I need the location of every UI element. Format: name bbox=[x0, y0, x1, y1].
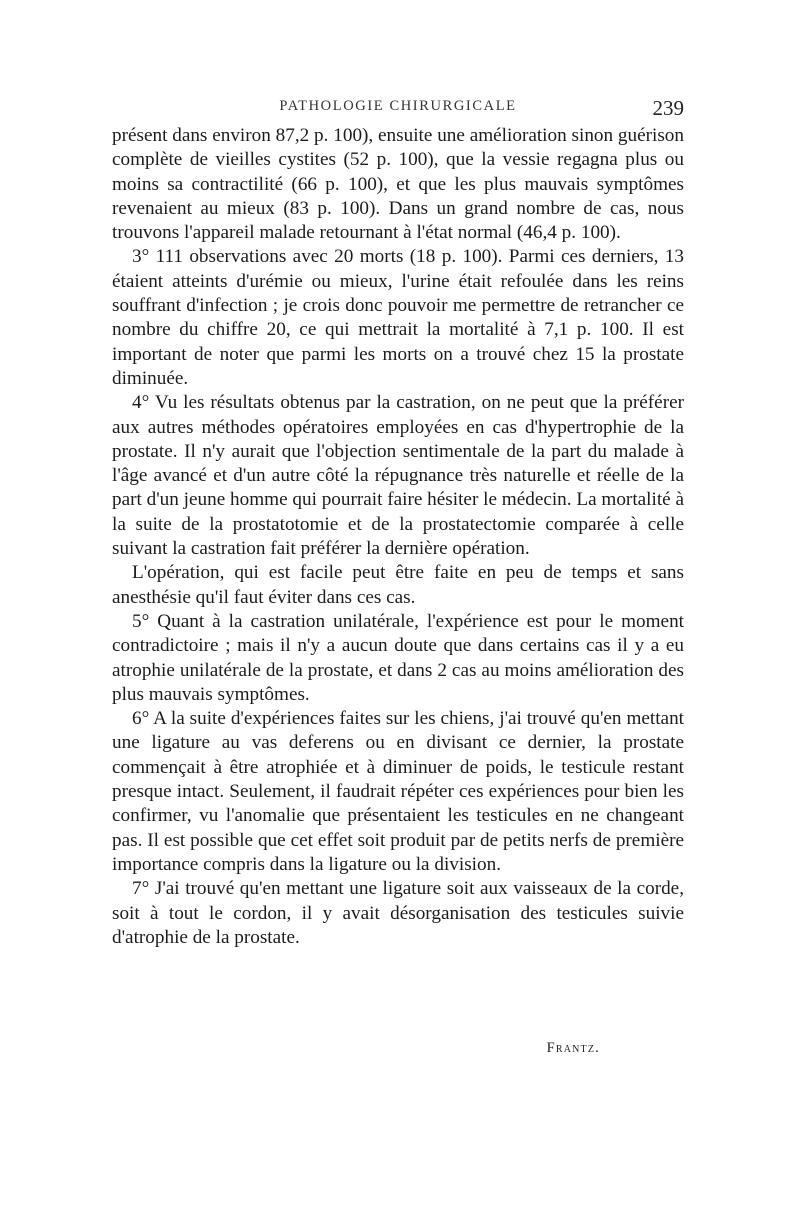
body-text bbox=[112, 124, 684, 950]
running-title: PATHOLOGIE CHIRURGICALE bbox=[279, 98, 517, 114]
paragraph-continuation: présent dans environ 87,2 p. 100), ensuite une amélioration sinon guérison complète de vieilles cystites (52 p. 100), que la vessie regagna plus ou moins sa contractilité (66 p. 100), et que les plus mauvais symptômes revenaient au mieux (83 p. 100). Dans un grand nombre de cas, nous trouvons l'appareil malade retournant à l'état normal (46,4 p. 100). bbox=[112, 125, 684, 244]
paragraph-point-4: 4° Vu les résultats obtenus par la castration, on ne peut que la préférer aux autres méthodes opératoires employées en cas d'hypertrophie de la prostate. Il n'y aurait que l'objection sentimentale de la part du malade à l'âge avancé et d'un autre côté la répugnance très naturelle et réelle de la part d'un jeune homme qui pourrait faire hésiter le médecin. La mortalité à la suite de la prostatotomie et de la prostatectomie comparée à celle suivant la castration fait préférer la dernière opération. bbox=[112, 392, 684, 560]
paragraph-operation-note: L'opération, qui est facile peut être faite en peu de temps et sans anesthésie qu'il faut éviter dans ces cas. bbox=[112, 562, 684, 608]
author-signature: Frantz. bbox=[546, 1040, 600, 1056]
paragraph-point-5: 5° Quant à la castration unilatérale, l'expérience est pour le moment contradictoire ; mais il n'y a aucun doute que dans certains cas il y a eu atrophie unilatérale de la prostate, et dans 2 cas au moins amélioration des plus mauvais symptômes. bbox=[112, 610, 684, 705]
running-head bbox=[112, 96, 684, 120]
paragraph-point-6: 6° A la suite d'expériences faites sur les chiens, j'ai trouvé qu'en mettant une ligature au vas deferens ou en divisant ce dernier, la prostate commençait à être atrophiée et à diminuer de poids, le testicule restant presque intact. Seulement, il faudrait répéter ces expériences pour bien les confirmer, vu l'anomalie que présentaient les testicules en ne changeant pas. Il est possible que cet effet soit produit par de petits nerfs de première importance compris dans la ligature ou la division. bbox=[112, 708, 684, 875]
paragraph-point-7: 7° J'ai trouvé qu'en mettant une ligature soit aux vaisseaux de la corde, soit à tout le cordon, il y avait désorganisation des testicules suivie d'atrophie de la prostate. bbox=[112, 878, 684, 948]
paragraph-point-3: 3° 111 observations avec 20 morts (18 p. 100). Parmi ces derniers, 13 étaient atteints d'urémie ou mieux, l'urine était refoulée dans les reins souffrant d'infection ; je crois donc pouvoir me permettre de retrancher ce nombre du chiffre 20, ce qui mettrait la mortalité à 7,1 p. 100. Il est important de noter que parmi les morts on a trouvé chez 15 la prostate diminuée. bbox=[112, 246, 684, 389]
page-number: 239 bbox=[652, 96, 684, 120]
